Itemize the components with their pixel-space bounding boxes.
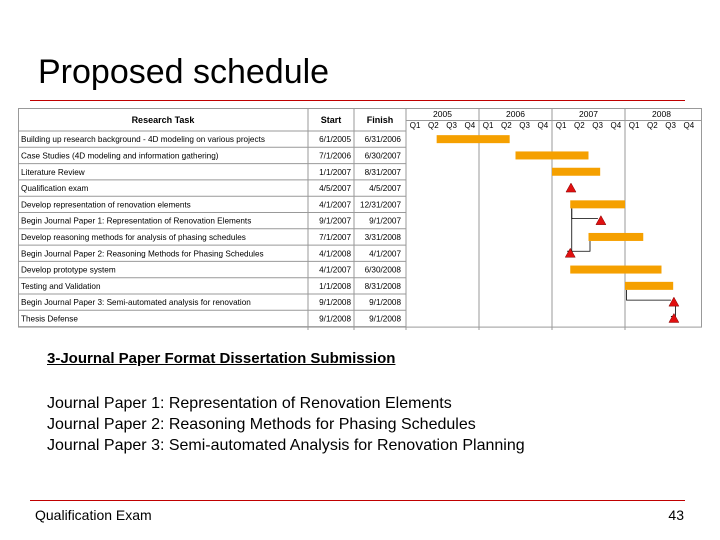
milestone-marker [669,313,679,322]
task-name: Develop prototype system [21,265,116,275]
gantt-chart [18,108,702,330]
task-start: 9/1/2008 [319,298,351,308]
task-finish: 4/1/2007 [369,249,401,259]
task-finish: 12/31/2007 [360,200,401,210]
task-start: 1/1/2007 [319,167,351,177]
task-finish: 6/31/2006 [364,135,401,145]
quarter-label: Q4 [464,121,476,130]
quarter-label: Q2 [428,121,439,130]
task-start: 4/1/2007 [319,200,351,210]
quarter-label: Q1 [482,121,494,130]
quarter-label: Q2 [501,121,512,130]
task-bar [552,168,600,176]
task-bar [570,266,661,274]
quarter-label: Q3 [665,121,676,130]
task-bar [437,135,510,143]
header-finish: Finish [366,115,394,125]
page-number: 43 [668,507,684,523]
header-start: Start [320,115,342,125]
task-bar [516,151,589,159]
journal-paper-3: Journal Paper 3: Semi-automated Analysis for Renovation Planning [47,437,525,454]
year-label-2008: 2008 [652,109,671,119]
dependency-link [627,290,671,300]
quarter-label: Q4 [683,121,695,130]
journal-paper-list [47,393,525,456]
task-finish: 4/5/2007 [369,184,401,194]
task-start: 4/5/2007 [319,184,351,194]
task-name: Qualification exam [21,184,89,194]
year-label-2006: 2006 [506,109,525,119]
quarter-label: Q4 [537,121,549,130]
task-finish: 8/31/2007 [364,167,401,177]
dependency-link [572,208,598,218]
quarter-label: Q2 [647,121,658,130]
task-start: 4/1/2008 [319,249,351,259]
task-finish: 9/1/2008 [369,298,401,308]
milestone-marker [669,297,679,306]
task-name: Building up research background - 4D modeling on various projects [21,135,265,145]
header-task: Research Task [131,115,195,125]
dependency-link [567,208,572,251]
quarter-label: Q1 [555,121,567,130]
quarter-label: Q1 [628,121,640,130]
task-finish: 8/31/2008 [364,281,401,291]
task-name: Begin Journal Paper 1: Representation of Renovation Elements [21,216,252,226]
task-name: Develop reasoning methods for analysis of phasing schedules [21,232,246,242]
task-name: Develop representation of renovation elements [21,200,191,210]
task-start: 4/1/2007 [319,265,351,275]
title-divider [30,100,685,101]
quarter-label: Q3 [592,121,603,130]
task-finish: 6/30/2007 [364,151,401,161]
task-start: 6/1/2005 [319,135,351,145]
task-start: 1/1/2008 [319,281,351,291]
task-name: Thesis Defense [21,314,78,324]
task-start: 7/1/2007 [319,232,351,242]
dissertation-format-heading: 3-Journal Paper Format Dissertation Submission [47,350,396,367]
milestone-marker [596,216,606,225]
task-name: Begin Journal Paper 3: Semi-automated analysis for renovation [21,298,251,308]
task-finish: 9/1/2007 [369,216,401,226]
task-finish: 6/30/2008 [364,265,401,275]
task-start: 9/1/2008 [319,314,351,324]
journal-paper-1: Journal Paper 1: Representation of Renovation Elements [47,395,452,412]
milestone-marker [565,248,575,257]
quarter-label: Q4 [610,121,622,130]
task-name: Begin Journal Paper 2: Reasoning Methods for Phasing Schedules [21,249,264,259]
year-label-2007: 2007 [579,109,598,119]
quarter-label: Q3 [446,121,457,130]
task-bar [570,200,625,208]
quarter-label: Q3 [519,121,530,130]
journal-paper-2: Journal Paper 2: Reasoning Methods for Phasing Schedules [47,416,476,433]
task-start: 7/1/2006 [319,151,351,161]
footer-label: Qualification Exam [35,507,152,523]
footer-divider [30,500,685,501]
milestone-marker [566,183,576,192]
task-finish: 9/1/2008 [369,314,401,324]
task-finish: 3/31/2008 [364,232,401,242]
slide-title: Proposed schedule [38,53,330,91]
task-bar [589,233,644,241]
task-bar [625,282,673,290]
year-label-2005: 2005 [433,109,452,119]
task-name: Case Studies (4D modeling and information gathering) [21,151,219,161]
task-start: 9/1/2007 [319,216,351,226]
gantt-svg [18,108,702,330]
quarter-label: Q1 [409,121,421,130]
quarter-label: Q2 [574,121,585,130]
task-name: Testing and Validation [21,281,101,291]
task-name: Literature Review [21,167,85,177]
